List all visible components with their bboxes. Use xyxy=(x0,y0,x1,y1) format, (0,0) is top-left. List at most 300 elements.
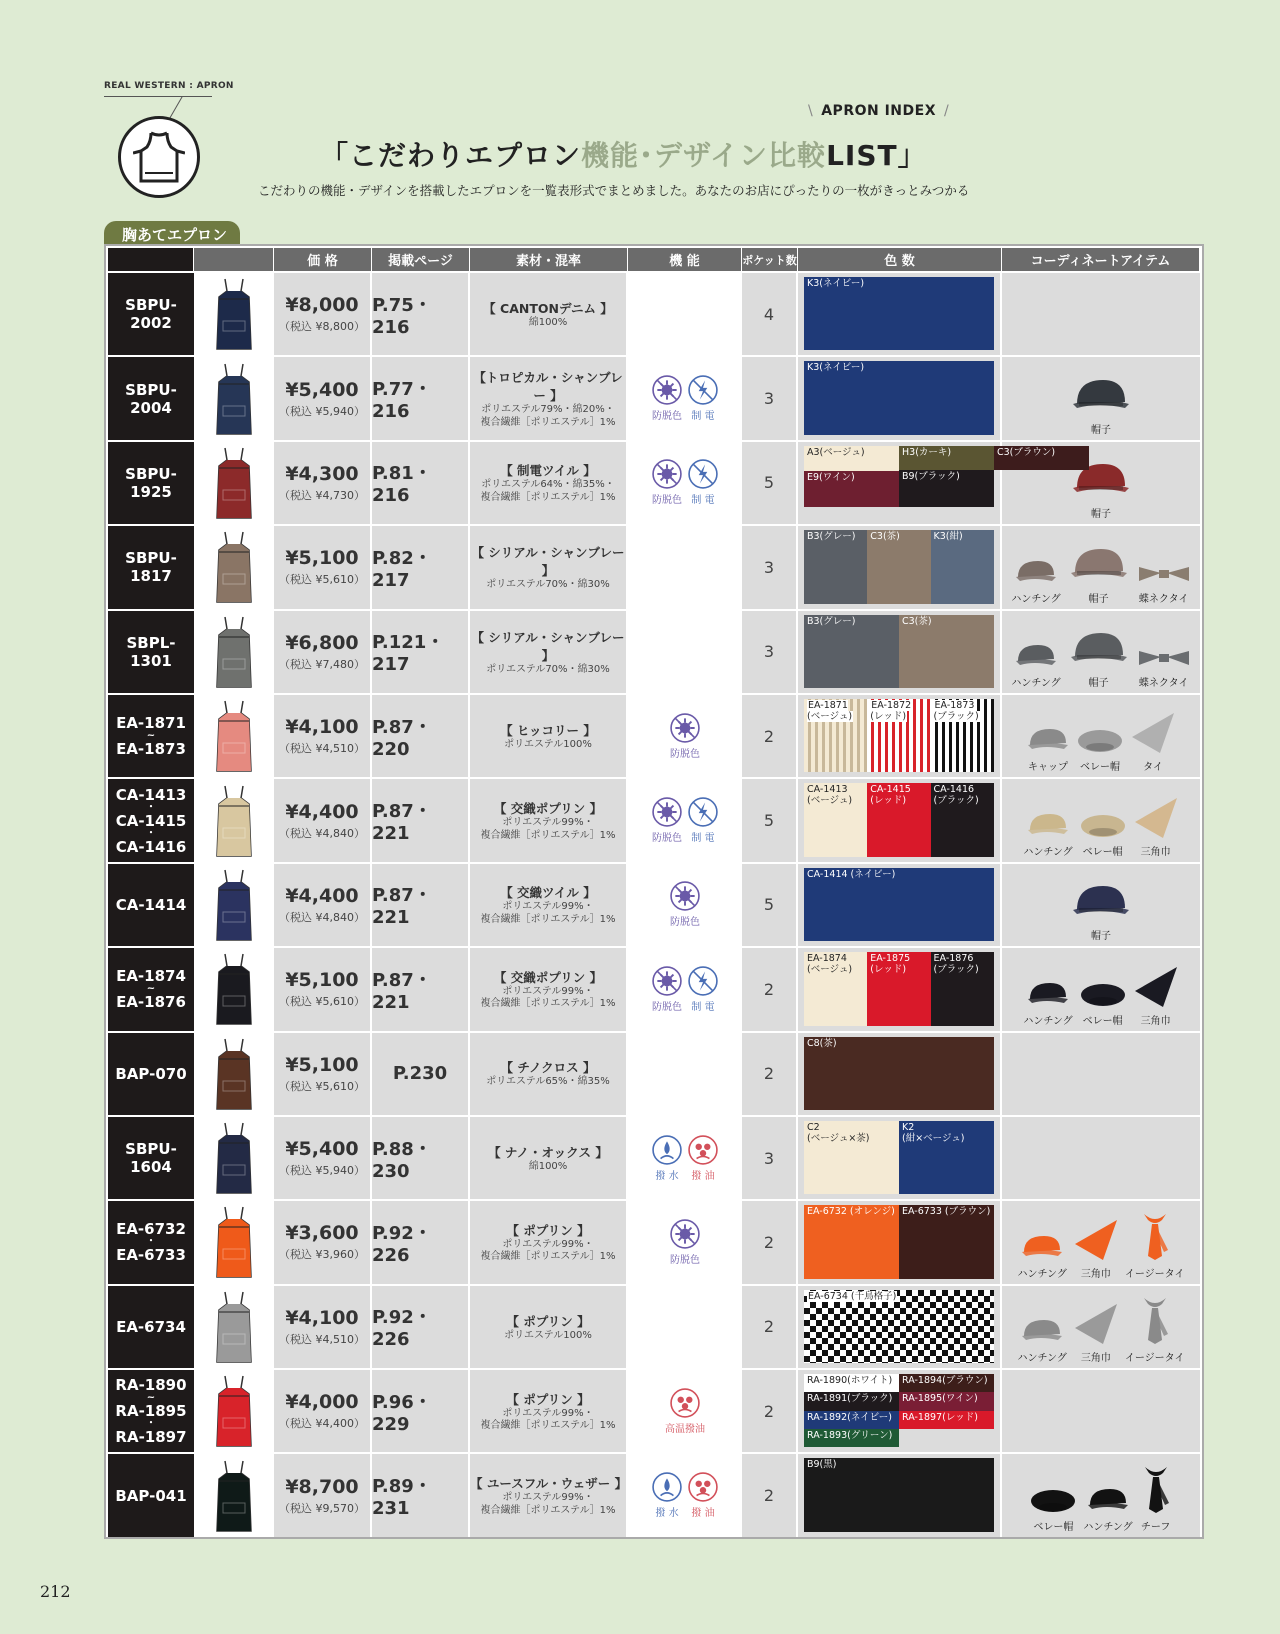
color-swatch-label: C8(茶) xyxy=(807,1037,837,1049)
apron-image xyxy=(194,695,274,777)
color-swatch-label: CA-1413 (ベージュ) xyxy=(807,784,853,807)
color-swatch-label: EA-1872 (レッド) xyxy=(870,699,912,722)
color-swatches xyxy=(804,446,1056,519)
price-tax-included: （税込 ¥5,610） xyxy=(279,995,365,1009)
product-code-line: EA-6733 xyxy=(116,1246,186,1265)
product-code-line: SBPU-2002 xyxy=(125,296,177,333)
color-swatch xyxy=(804,1429,899,1447)
material-composition: ポリエステル99%・ xyxy=(502,901,594,913)
material-composition: 複合繊維［ポリエステル］1% xyxy=(480,1420,616,1432)
column-header: ポケット数 xyxy=(742,248,798,271)
product-code-line: EA-6732 xyxy=(116,1220,186,1239)
product-code xyxy=(108,1286,194,1368)
material-composition: 複合繊維［ポリエステル］1% xyxy=(480,1251,616,1263)
coordinate-items xyxy=(1002,864,1200,946)
color-swatch-label: B3(グレー) xyxy=(807,531,856,543)
static-icon xyxy=(688,797,718,844)
coordinate-items xyxy=(1002,948,1200,1030)
color-swatch-label: H3(カーキ) xyxy=(902,446,952,458)
product-code xyxy=(108,611,194,693)
page-title: 「こだわりエプロン機能･デザイン比較LIST」 xyxy=(320,139,927,172)
color-cell xyxy=(798,611,1002,693)
material-name: 【 チノクロス 】 xyxy=(500,1060,596,1076)
coordinate-item xyxy=(1023,808,1072,858)
material-composition: 複合繊維［ポリエステル］1% xyxy=(480,416,616,428)
product-code xyxy=(108,1370,194,1452)
product-code xyxy=(108,526,194,608)
color-swatch-label: C3(ブラウン) xyxy=(997,446,1056,458)
apron-image xyxy=(194,1454,274,1536)
material-name: 【 ポプリン 】 xyxy=(506,1222,590,1238)
price-tax-included: （税込 ¥4,840） xyxy=(279,826,365,840)
catalog-page: P.92・226 xyxy=(372,1286,470,1368)
color-swatch xyxy=(867,783,930,856)
material-name: 【 シリアル・シャンブレー 】 xyxy=(471,545,625,579)
color-swatch xyxy=(804,277,994,350)
apron-image xyxy=(194,864,274,946)
pocket-count: 2 xyxy=(742,1370,798,1452)
material-name: 【 交織ポプリン 】 xyxy=(493,801,603,817)
price-cell xyxy=(274,948,372,1030)
coordinate-items xyxy=(1002,1117,1200,1199)
color-swatch-label: B3(グレー) xyxy=(807,615,856,627)
color-swatch-label: RA-1894(ブラウン) xyxy=(902,1375,988,1387)
function-cell xyxy=(628,611,742,693)
category-tab: 胸あてエプロン xyxy=(104,221,240,247)
price: ¥5,100 xyxy=(285,969,359,992)
price-cell xyxy=(274,357,372,439)
bow-icon xyxy=(1137,561,1191,590)
color-swatches xyxy=(804,699,994,772)
price-tax-included: （税込 ¥5,940） xyxy=(279,1164,365,1178)
material-composition: ポリエステル99%・ xyxy=(502,817,594,829)
product-code-line: SBPU-1604 xyxy=(125,1140,177,1177)
hunting-icon xyxy=(1086,1483,1130,1518)
cap-icon xyxy=(1067,627,1131,674)
catalog-page: P.82・217 xyxy=(372,526,470,608)
color-swatch xyxy=(804,783,867,856)
color-swatch xyxy=(804,530,867,603)
color-swatches xyxy=(804,952,994,1025)
color-swatch xyxy=(994,446,1089,470)
material-cell xyxy=(470,357,628,439)
price: ¥4,300 xyxy=(285,462,359,485)
color-swatch-label: RA-1892(ネイビー) xyxy=(807,1411,892,1423)
pocket-count: 5 xyxy=(742,864,798,946)
material-composition: ポリエステル99%・ xyxy=(502,1492,594,1504)
cap-icon xyxy=(1069,880,1133,927)
price: ¥5,400 xyxy=(285,1138,359,1161)
function-cell xyxy=(628,1286,742,1368)
cap-icon xyxy=(1067,543,1131,590)
coordinate-items xyxy=(1002,1033,1200,1115)
price-cell xyxy=(274,442,372,524)
color-swatch xyxy=(804,446,899,471)
product-code-line: RA-1895 xyxy=(115,1402,187,1421)
price-cell xyxy=(274,779,372,861)
catalog-page: P.87・221 xyxy=(372,779,470,861)
column-header: 素材・混率 xyxy=(470,248,628,271)
material-composition: 複合繊維［ポリエステル］1% xyxy=(480,1504,616,1516)
cap-icon xyxy=(1069,374,1133,421)
color-swatches xyxy=(804,1037,994,1110)
water-icon xyxy=(652,1135,682,1182)
pocket-count: 4 xyxy=(742,273,798,355)
color-swatch-label: K3(紺) xyxy=(933,531,963,543)
price-tax-included: （税込 ¥4,840） xyxy=(279,910,365,924)
price-cell xyxy=(274,1286,372,1368)
tie-icon xyxy=(1138,1212,1172,1265)
function-label: 防脱色 xyxy=(652,833,682,845)
price-tax-included: （税込 ¥5,940） xyxy=(279,404,365,418)
material-name: 【 交織ポプリン 】 xyxy=(493,969,603,985)
hunting-icon xyxy=(1026,977,1070,1012)
function-cell xyxy=(628,357,742,439)
product-code-line: EA-1871 xyxy=(116,714,186,733)
header-blank xyxy=(108,248,194,271)
coordinate-item xyxy=(1018,1230,1067,1280)
table-body xyxy=(108,271,1200,1537)
table-row xyxy=(108,1031,1200,1115)
table-row xyxy=(108,355,1200,439)
product-code xyxy=(108,273,194,355)
product-code-line: BAP-070 xyxy=(115,1064,187,1083)
coordinate-item xyxy=(1069,374,1133,436)
price: ¥5,100 xyxy=(285,1053,359,1076)
coordinate-items xyxy=(1002,611,1200,693)
color-swatches xyxy=(804,530,994,603)
color-swatch xyxy=(867,699,930,772)
color-swatches xyxy=(804,1290,994,1363)
pocket-count: 2 xyxy=(742,695,798,777)
color-swatch-label: E9(ワイン) xyxy=(807,471,855,483)
product-code-line: ・ xyxy=(146,1418,156,1430)
material-composition: ポリエステル99%・ xyxy=(502,1407,594,1419)
color-swatch xyxy=(804,1411,899,1429)
page-number: 212 xyxy=(40,1582,71,1601)
column-header: 色 数 xyxy=(798,248,1002,271)
coordinate-item-label: 蝶ネクタイ xyxy=(1138,593,1189,605)
table-row xyxy=(108,1284,1200,1368)
color-swatch xyxy=(899,615,994,688)
oil-icon xyxy=(688,1135,718,1182)
color-swatch xyxy=(804,1374,899,1392)
pocket-count: 2 xyxy=(742,1033,798,1115)
color-swatch-label: K2 (紺×ベージュ) xyxy=(902,1121,965,1144)
color-swatch-label: A3(ベージュ) xyxy=(807,446,865,458)
color-cell xyxy=(798,357,1002,439)
coordinate-items xyxy=(1002,273,1200,355)
anti-icon xyxy=(670,881,700,928)
oil-icon xyxy=(688,1472,718,1519)
function-cell xyxy=(628,948,742,1030)
color-swatch-label: B9(ブラック) xyxy=(902,471,960,482)
color-swatch xyxy=(804,615,899,688)
product-code-line: CA-1413 xyxy=(115,785,187,804)
price: ¥8,700 xyxy=(285,1475,359,1498)
pocket-count: 2 xyxy=(742,1286,798,1368)
color-swatch-label: CA-1416 (ブラック) xyxy=(933,784,979,807)
function-cell xyxy=(628,1370,742,1452)
color-swatch-label: EA-6733 (ブラウン) xyxy=(902,1206,991,1218)
color-swatch xyxy=(899,446,994,470)
color-swatch-label: RA-1891(ブラック) xyxy=(807,1393,893,1405)
material-cell xyxy=(470,1370,628,1452)
price: ¥4,100 xyxy=(285,716,359,739)
apron-image xyxy=(194,948,274,1030)
scarf-icon xyxy=(1130,711,1176,758)
price-cell xyxy=(274,1370,372,1452)
catalog-page: P.88・230 xyxy=(372,1117,470,1199)
table-row xyxy=(108,946,1200,1030)
color-cell xyxy=(798,1286,1002,1368)
coordinate-item xyxy=(1079,979,1127,1027)
color-swatch-label: RA-1895(ワイン) xyxy=(902,1393,978,1405)
beret-icon xyxy=(1079,810,1127,843)
apron-image xyxy=(194,357,274,439)
pocket-count: 5 xyxy=(742,779,798,861)
coordinate-item-label: ハンチング xyxy=(1023,1015,1073,1027)
product-code xyxy=(108,1201,194,1283)
color-swatches xyxy=(804,1121,994,1194)
catalog-page: P.81・216 xyxy=(372,442,470,524)
table-header xyxy=(108,248,1200,271)
column-header: 機 能 xyxy=(628,248,742,271)
coordinate-item xyxy=(1023,977,1072,1027)
color-swatch-label: B9(黒) xyxy=(807,1459,837,1471)
color-cell xyxy=(798,1454,1002,1536)
material-cell xyxy=(470,611,628,693)
table-row xyxy=(108,440,1200,524)
material-composition: ポリエステル70%・綿30% xyxy=(486,663,610,675)
coordinate-item xyxy=(1029,1485,1077,1533)
color-swatch xyxy=(804,1290,994,1363)
material-composition: 綿100% xyxy=(528,1160,568,1172)
material-cell xyxy=(470,1286,628,1368)
hunting-icon xyxy=(1026,808,1070,843)
material-composition: ポリエステル99%・ xyxy=(502,985,594,997)
product-code-line: RA-1897 xyxy=(115,1428,187,1447)
catalog-page: P.87・220 xyxy=(372,695,470,777)
function-label: 防脱色 xyxy=(652,411,682,423)
coordinate-item-label: イージータイ xyxy=(1124,1353,1185,1365)
apron-image xyxy=(194,779,274,861)
coordinate-item-label: チーフ xyxy=(1140,1521,1171,1533)
material-cell xyxy=(470,1454,628,1536)
product-code xyxy=(108,1454,194,1536)
coordinate-item xyxy=(1011,555,1060,605)
color-swatch xyxy=(804,1205,899,1278)
price-tax-included: （税込 ¥7,480） xyxy=(279,657,365,671)
price-tax-included: （税込 ¥4,510） xyxy=(279,1332,365,1346)
apron-image xyxy=(194,1201,274,1283)
price-cell xyxy=(274,1454,372,1536)
color-swatch-label: C2 (ベージュ×茶) xyxy=(807,1121,870,1144)
pocket-count: 3 xyxy=(742,1117,798,1199)
coordinate-item-label: ベレー帽 xyxy=(1080,762,1120,774)
color-swatch-label: EA-1876 (ブラック) xyxy=(933,953,979,976)
catalog-page: P.87・221 xyxy=(372,864,470,946)
coordinate-item xyxy=(1130,711,1176,773)
color-swatches xyxy=(804,277,994,350)
material-name: 【トロピカル・シャンブレー 】 xyxy=(473,370,623,404)
function-label: 防脱色 xyxy=(670,1254,700,1266)
pocket-count: 3 xyxy=(742,526,798,608)
product-code-line: ~ xyxy=(146,1392,156,1404)
table-row xyxy=(108,1368,1200,1452)
color-swatch xyxy=(899,1411,994,1429)
hunting-icon xyxy=(1020,1314,1064,1349)
material-cell xyxy=(470,779,628,861)
material-name: 【 ポプリン 】 xyxy=(506,1391,590,1407)
coordinate-items xyxy=(1002,357,1200,439)
material-name: 【 ポプリン 】 xyxy=(506,1313,590,1329)
apron-index-label: \ APRON INDEX / xyxy=(808,103,950,119)
apron-image xyxy=(194,1117,274,1199)
color-swatch-label: EA-1871 (ベージュ) xyxy=(807,699,853,722)
coordinate-item xyxy=(1073,1302,1119,1364)
material-composition: 複合繊維［ポリエステル］1% xyxy=(480,491,616,503)
color-swatch-label: RA-1893(グリーン) xyxy=(807,1430,893,1442)
color-swatch-label: EA-1873 (ブラック) xyxy=(933,699,979,722)
coordinate-item xyxy=(1137,645,1191,689)
material-name: 【 ナノ・オックス 】 xyxy=(488,1144,608,1160)
static-icon xyxy=(688,966,718,1013)
coordinate-items xyxy=(1002,1201,1200,1283)
coordinate-item xyxy=(1083,1483,1132,1533)
coordinate-item-label: ベレー帽 xyxy=(1082,846,1123,858)
coordinate-items xyxy=(1002,1454,1200,1536)
material-composition: 複合繊維［ポリエステル］1% xyxy=(480,913,616,925)
color-swatch xyxy=(804,361,994,434)
product-code xyxy=(108,442,194,524)
color-swatch-label: EA-6734 (千鳥格子) xyxy=(808,1290,897,1302)
price: ¥4,400 xyxy=(285,884,359,907)
coordinate-items xyxy=(1002,695,1200,777)
table-row xyxy=(108,1199,1200,1283)
color-swatch xyxy=(931,952,994,1025)
price-tax-included: （税込 ¥4,510） xyxy=(279,742,365,756)
catalog-page: P.96・229 xyxy=(372,1370,470,1452)
coordinate-item-label: タイ xyxy=(1143,762,1163,774)
coordinate-item-label: ハンチング xyxy=(1017,1353,1067,1365)
price: ¥4,100 xyxy=(285,1306,359,1329)
function-label: 制 電 xyxy=(691,833,715,845)
color-cell xyxy=(798,695,1002,777)
coordinate-item-label: 帽子 xyxy=(1088,593,1109,605)
apron-logo-icon xyxy=(118,116,200,198)
material-composition: ポリエステル64%・綿35%・ xyxy=(481,479,615,491)
color-cell xyxy=(798,864,1002,946)
coordinate-item-label: ハンチング xyxy=(1083,1521,1133,1533)
scarf-icon xyxy=(1133,965,1179,1012)
coordinate-item xyxy=(1137,561,1191,605)
coordinate-items xyxy=(1002,1370,1200,1452)
product-code-line: CA-1414 xyxy=(115,895,187,914)
product-code xyxy=(108,357,194,439)
color-swatches xyxy=(804,361,994,434)
material-cell xyxy=(470,442,628,524)
table-row xyxy=(108,271,1200,355)
material-composition: ポリエステル100% xyxy=(504,1329,592,1341)
coordinate-item-label: 三角巾 xyxy=(1140,846,1171,858)
price: ¥4,400 xyxy=(285,800,359,823)
coordinate-item-label: 帽子 xyxy=(1091,509,1111,521)
anti-icon xyxy=(652,459,682,506)
color-cell xyxy=(798,273,1002,355)
anti-icon xyxy=(670,713,700,760)
anti-icon xyxy=(652,797,682,844)
catalog-page: P.89・231 xyxy=(372,1454,470,1536)
coordinate-item xyxy=(1079,810,1127,858)
function-cell xyxy=(628,526,742,608)
price-cell xyxy=(274,864,372,946)
color-swatch xyxy=(804,1121,899,1194)
function-label: 高温撥油 xyxy=(665,1423,705,1435)
price: ¥5,400 xyxy=(285,378,359,401)
function-cell xyxy=(628,1117,742,1199)
product-code xyxy=(108,948,194,1030)
function-cell xyxy=(628,779,742,861)
product-code-line: ~ xyxy=(146,730,156,742)
color-swatch xyxy=(804,868,994,941)
color-swatch-label: EA-6732 (オレンジ) xyxy=(807,1206,895,1218)
table-row xyxy=(108,693,1200,777)
price: ¥5,100 xyxy=(285,547,359,570)
color-swatch xyxy=(931,783,994,856)
anti-icon xyxy=(670,1219,700,1266)
function-cell xyxy=(628,864,742,946)
function-label: 撥 水 xyxy=(655,1170,679,1182)
material-composition: ポリエステル79%・綿20%・ xyxy=(481,404,615,416)
material-cell xyxy=(470,526,628,608)
apron-image xyxy=(194,526,274,608)
product-code-line: ~ xyxy=(146,983,156,995)
color-swatch-label: C3(茶) xyxy=(870,531,900,543)
color-swatch-label: EA-1874 (ベージュ) xyxy=(807,953,853,976)
function-label: 制 電 xyxy=(691,411,715,423)
table-row xyxy=(108,524,1200,608)
tie-icon xyxy=(1138,1296,1172,1349)
color-swatch xyxy=(899,1205,994,1278)
color-swatch-label: K3(ネイビー) xyxy=(807,278,865,289)
comparison-table xyxy=(104,244,1204,1539)
apron-image xyxy=(194,1370,274,1452)
product-code-line: SBPU-1925 xyxy=(125,464,177,501)
color-swatch-label: CA-1414 (ネイビー) xyxy=(807,868,896,880)
coordinate-item xyxy=(1133,796,1179,858)
price-tax-included: （税込 ¥5,610） xyxy=(279,573,365,587)
bow-icon xyxy=(1137,645,1191,674)
product-code xyxy=(108,1117,194,1199)
material-name: 【 制電ツイル 】 xyxy=(500,463,596,479)
material-composition: ポリエステル65%・綿35% xyxy=(486,1076,610,1088)
divider xyxy=(104,96,212,97)
product-code-line: CA-1415 xyxy=(115,811,187,830)
apron-image xyxy=(194,442,274,524)
color-swatches xyxy=(804,1205,994,1278)
function-cell xyxy=(628,695,742,777)
function-cell xyxy=(628,1201,742,1283)
price-tax-included: （税込 ¥4,730） xyxy=(279,488,365,502)
product-code-line: SBPU-1817 xyxy=(125,549,177,586)
material-cell xyxy=(470,864,628,946)
color-swatches xyxy=(804,1458,994,1531)
table-row xyxy=(108,777,1200,861)
coordinate-item xyxy=(1133,965,1179,1027)
coordinate-item-label: ハンチング xyxy=(1017,1268,1067,1280)
price-cell xyxy=(274,695,372,777)
